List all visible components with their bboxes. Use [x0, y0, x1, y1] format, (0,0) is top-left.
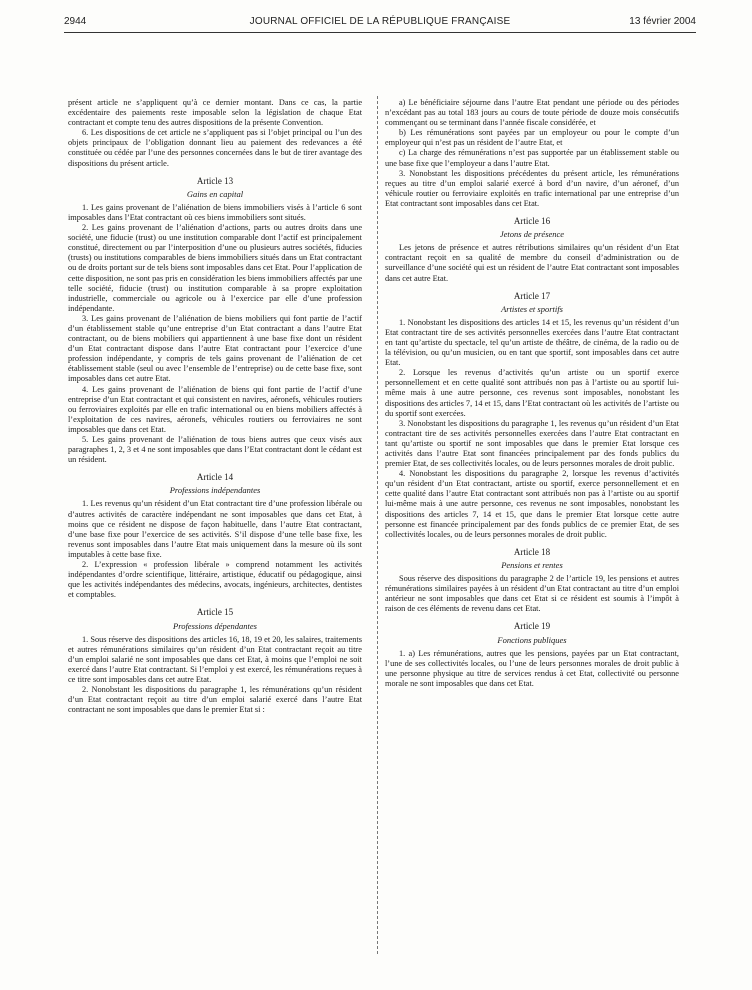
paragraph: 4. Les gains provenant de l’aliénation de biens qui font partie de l’actif d’une entreprise d’un Etat contractant et qui consistent en navires, aéronefs, véhicules routiers ou ferroviaires exploités par elle en trafic international ou en biens mobiliers affectés à l’exploitation de ces navires, aéronefs, véhicules routiers ou ferroviaires ne sont imposables que dans cet Etat.	[68, 384, 362, 434]
paragraph: 2. Nonobstant les dispositions du paragraphe 1, les rémunérations qu’un résident d’un Etat contractant reçoit au titre d’un emploi salarié exercé dans l’autre Etat contractant ne sont imposables que dans le premier Etat si :	[68, 685, 362, 715]
paragraph: c) La charge des rémunérations n’est pas supportée par un établissement stable ou une base fixe que l’employeur a dans l’autre Etat.	[385, 148, 679, 168]
article-subtitle: Pensions et rentes	[501, 559, 563, 570]
article-heading: Article 13	[196, 175, 234, 186]
column-divider	[377, 96, 378, 954]
paragraph: a) Le bénéficiaire séjourne dans l’autre Etat pendant une période ou des périodes n’excédant pas au total 183 jours au cours de toute période de douze mois consécutifs commençant ou se terminant dans l’année fiscale considérée, et	[385, 98, 679, 128]
article-heading: Article 16	[513, 216, 551, 227]
header-rule	[64, 32, 696, 33]
article-subtitle: Professions indépendantes	[169, 485, 261, 496]
right-column	[385, 98, 679, 689]
paragraph: 2. Lorsque les revenus d’activités qu’un artiste ou un sportif exerce personnellement et en cette qualité sont attribués non pas à l’artiste ou au sportif lui-même mais à une autre personne, ces revenus sont imposables, nonobstant les dispositions des articles 7, 14 et 15, dans l’Etat contractant où les activités de l’artiste ou du sportif sont exercées.	[385, 368, 679, 418]
paragraph: 5. Les gains provenant de l’aliénation de tous biens autres que ceux visés aux paragraphes 1, 2, 3 et 4 ne sont imposables que dans l’Etat contractant dont le cédant est un résident.	[68, 435, 362, 465]
article-heading: Article 17	[513, 290, 551, 301]
paragraph: 1. Les revenus qu’un résident d’un Etat contractant tire d’une profession libérale ou d’autres activités de caractère indépendant ne sont imposables que dans cet Etat, à moins que ce résident ne dispose de façon habituelle, dans l’autre Etat contractant, d’une base fixe pour l’exercice de ses activités. S’il dispose d’une telle base fixe, les revenus sont imposables dans l’autre Etat mais uniquement dans la mesure où ils sont imputables à cette base fixe.	[68, 499, 362, 559]
paragraph: 3. Les gains provenant de l’aliénation de biens mobiliers qui font partie de l’actif d’un établissement stable qu’une entreprise d’un Etat contractant a dans l’autre Etat contractant, ou de biens mobiliers qui appartiennent à une base fixe dont un résident d’un Etat contractant dispose dans l’autre Etat contractant pour l’exercice d’une profession indépendante, y compris de tels gains provenant de l’aliénation de cet établissement stable (seul ou avec l’ensemble de l’entreprise) ou de cette base fixe, sont imposables dans cet autre Etat.	[68, 313, 362, 384]
paragraph: présent article ne s’appliquent qu’à ce dernier montant. Dans ce cas, la partie excédentaire des paiements reste imposable selon la législation de chaque Etat contractant et compte tenu des autres dispositions de la présente Convention.	[68, 98, 362, 128]
paragraph: 1. Nonobstant les dispositions des articles 14 et 15, les revenus qu’un résident d’un Etat contractant tire de ses activités personnelles exercées dans l’autre Etat contractant en tant qu’artiste du spectacle, tel qu’un artiste de théâtre, de cinéma, de la radio ou de la télévision, ou qu’un musicien, ou en tant que sportif, sont imposables dans cet autre Etat.	[385, 317, 679, 368]
paragraph: Les jetons de présence et autres rétributions similaires qu’un résident d’un Etat contractant reçoit en sa qualité de membre du conseil d’administration ou de surveillance d’une société qui est un résident de l’autre Etat contractant sont imposables dans cet autre Etat.	[385, 243, 679, 283]
article-heading: Article 18	[513, 546, 551, 557]
paragraph: 6. Les dispositions de cet article ne s’appliquent pas si l’objet principal ou l’un des objets principaux de l’obligation donnant lieu au paiement des redevances a été constituée ou cédée par l’une des personnes concernées dans le but de tirer avantage des dispositions du présent article.	[68, 128, 362, 168]
article-subtitle: Professions dépendantes	[173, 620, 257, 631]
article-subtitle: Artistes et sportifs	[501, 303, 563, 314]
paragraph: 1. Les gains provenant de l’aliénation de biens immobiliers visés à l’article 6 sont imposables dans l’Etat contractant où ces biens immobiliers sont situés.	[68, 202, 362, 222]
paragraph: Sous réserve des dispositions du paragraphe 2 de l’article 19, les pensions et autres rémunérations similaires payées à un résident d’un Etat contractant au titre d’un emploi antérieur ne sont imposables que dans cet Etat si ce résident est soumis à l’impôt à raison de ces éléments de revenu dans cet Etat.	[385, 574, 679, 614]
paragraph: b) Les rémunérations sont payées par un employeur ou pour le compte d’un employeur qui n’est pas un résident de l’autre Etat, et	[385, 128, 679, 148]
article-heading: Article 19	[513, 621, 551, 632]
article-subtitle: Gains en capital	[186, 188, 244, 199]
paragraph: 2. L’expression « profession libérale » comprend notamment les activités indépendantes d’ordre scientifique, littéraire, artistique, éducatif ou pédagogique, ainsi que les activités indépendantes des médecins, avocats, ingénieurs, architectes, dentistes et comptables.	[68, 560, 362, 600]
journal-title: JOURNAL OFFICIEL DE LA RÉPUBLIQUE FRANÇAISE	[249, 16, 511, 27]
left-column	[68, 98, 362, 715]
paragraph: 2. Les gains provenant de l’aliénation d’actions, parts ou autres droits dans une société, une fiducie (trust) ou une institution comparable dont l’actif est principalement constitué, directement ou par l’interposition d’une ou plusieurs autres sociétés, fiducies (trusts) ou institutions comparables de biens immobiliers situés dans un Etat contractant ou de droits portant sur de tels biens sont imposables dans cet Etat. Pour l’application de cette disposition, ne sont pas pris en considération les biens immobiliers affectés par une telle société, fiducie (trust) ou institution comparable à sa propre exploitation industrielle, commerciale ou agricole ou à l’exercice par elle d’une profession indépendante.	[68, 223, 362, 313]
article-subtitle: Fonctions publiques	[497, 634, 567, 645]
page-number: 2944	[64, 16, 87, 27]
article-subtitle: Jetons de présence	[499, 229, 565, 240]
paragraph: 4. Nonobstant les dispositions du paragraphe 2, lorsque les revenus d’activités qu’un résident d’un Etat contractant, artiste ou sportif, exerce personnellement et en cette qualité dans l’autre Etat contractant sont attribués non pas à l’artiste ou au sportif lui-même mais à une autre personne, ces revenus ne sont imposables, nonobstant les dispositions des articles 7, 14 et 15, que dans le premier Etat lorsque cette autre personne est financée principalement par des fonds publics de ce premier Etat, de ses collectivités locales, ou de leurs personnes morales de droit public.	[385, 469, 679, 539]
paragraph: 1. a) Les rémunérations, autres que les pensions, payées par un Etat contractant, l’une de ses collectivités locales, ou l’une de leurs personnes morales de droit public à une personne physique au titre de services rendus à cet Etat, collectivité ou personne morale ne sont imposables que dans cet Etat.	[385, 648, 679, 688]
publication-date: 13 février 2004	[629, 16, 696, 27]
page-header	[64, 16, 696, 30]
paragraph: 3. Nonobstant les dispositions précédentes du présent article, les rémunérations reçues au titre d’un emploi salarié exercé à bord d’un navire, d’un aéronef, d’un véhicule routier ou ferroviaire exploités en trafic international par une entreprise d’un Etat contractant sont imposables dans cet Etat.	[385, 168, 679, 208]
article-heading: Article 15	[196, 607, 234, 618]
article-heading: Article 14	[196, 472, 234, 483]
paragraph: 1. Sous réserve des dispositions des articles 16, 18, 19 et 20, les salaires, traitements et autres rémunérations similaires qu’un résident d’un Etat contractant reçoit au titre d’un emploi salarié ne sont imposables que dans cet Etat, à moins que l’emploi ne soit exercé dans l’autre Etat contractant. Si l’emploi y est exercé, les rémunérations reçues à ce titre sont imposables dans cet autre Etat.	[68, 634, 362, 684]
paragraph: 3. Nonobstant les dispositions du paragraphe 1, les revenus qu’un résident d’un Etat contractant tire de ses activités personnelles exercées dans l’autre Etat contractant en tant qu’artiste ou sportif ne sont imposables que dans le premier Etat lorsque ces activités dans l’autre Etat sont financées principalement par des fonds publics du premier Etat, de ses collectivités locales, ou de leurs personnes morales de droit public.	[385, 418, 679, 469]
